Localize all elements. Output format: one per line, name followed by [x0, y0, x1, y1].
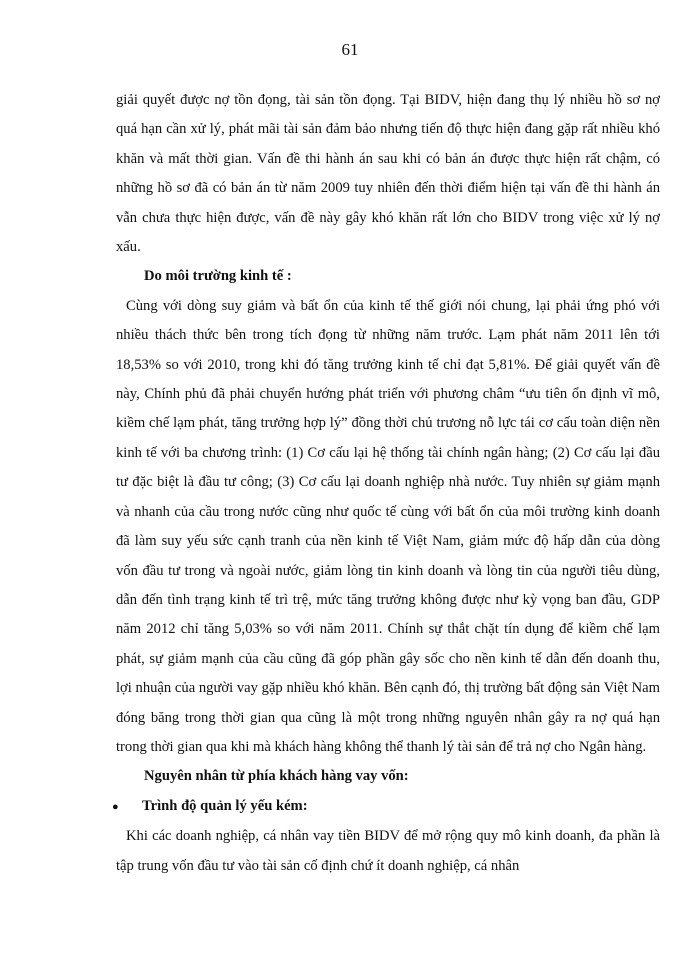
heading-economic-environment: Do môi trường kinh tế : [144, 268, 292, 285]
paragraph-debt-handling: giải quyết được nợ tồn đọng, tài sản tồn đọng. Tại BIDV, hiện đang thụ lý nhiều hồ sơ nợ quá hạn cần xử lý, phát mãi tài sản đảm bảo nhưng tiến độ thực hiện đang gặp rất nhiều khó khăn và mất thời gian. Vấn đề thi hành án sau khi có bản án được thực hiện rất chậm, có những hồ sơ đã có bản án từ năm 2009 tuy nhiên đến thời điểm hiện tại vấn đề thi hành án vẫn chưa thực hiện được, vấn đề này gây khó khăn rất lớn cho BIDV trong việc xử lý nợ xấu. [116, 92, 660, 256]
heading-borrower-causes: Nguyên nhân từ phía khách hàng vay vốn: [144, 768, 409, 785]
bullet-management-weakness [112, 792, 660, 822]
page-body [112, 86, 660, 881]
paragraph-management-weakness: Khi các doanh nghiệp, cá nhân vay tiền BIDV để mở rộng quy mô kinh doanh, đa phần là tập trung vốn đầu tư vào tài sản cố định chứ ít doanh nghiệp, cá nhân [116, 828, 660, 874]
page-number: 61 [341, 40, 359, 59]
bullet-heading-text: Trình độ quản lý yếu kém: [142, 797, 308, 814]
bullet-icon: ● [112, 800, 119, 813]
paragraph-economic-environment: Cùng với dòng suy giảm và bất ổn của kinh tế thế giới nói chung, lại phải ứng phó với nhiều thách thức bên trong tích đọng từ những năm trước. Lạm phát năm 2011 lên tới 18,53% so với 2010, trong khi đó tăng trưởng kinh tế chỉ đạt 5,81%. Để giải quyết vấn đề này, Chính phủ đã phải chuyển hướng phát triển với phương châm “ưu tiên ổn định vĩ mô, kiềm chế lạm phát, tăng trưởng hợp lý” đồng thời chủ trương nỗ lực tái cơ cấu toàn diện nền kinh tế với ba chương trình: (1) Cơ cấu lại hệ thống tài chính ngân hàng; (2) Cơ cấu lại đầu tư đặc biệt là đầu tư công; (3) Cơ cấu lại doanh nghiệp nhà nước. Tuy nhiên sự giảm mạnh và nhanh của cầu trong nước cũng như quốc tế cùng với bất ổn của môi trường kinh doanh đã làm suy yếu sức cạnh tranh của nền kinh tế Việt Nam, giảm mức độ hấp dẫn của dòng vốn đầu tư trong và ngoài nước, giảm lòng tin kinh doanh và lòng tin của người tiêu dùng, dẫn đến tình trạng kinh tế trì trệ, mức tăng trưởng không được như kỳ vọng ban đầu, GDP năm 2012 chỉ tăng 5,03% so với năm 2011. Chính sự thắt chặt tín dụng để kiềm chế lạm phát, sự giảm mạnh của cầu cũng đã góp phần gây sốc cho nền kinh tế dẫn đến doanh thu, lợi nhuận của người vay gặp nhiều khó khăn. Bên cạnh đó, thị trường bất động sản Việt Nam đóng băng trong thời gian qua cũng là một trong những nguyên nhân gây ra nợ quá hạn trong thời gian qua khi mà khách hàng không thể thanh lý tài sản để trả nợ cho Ngân hàng. [116, 297, 660, 755]
